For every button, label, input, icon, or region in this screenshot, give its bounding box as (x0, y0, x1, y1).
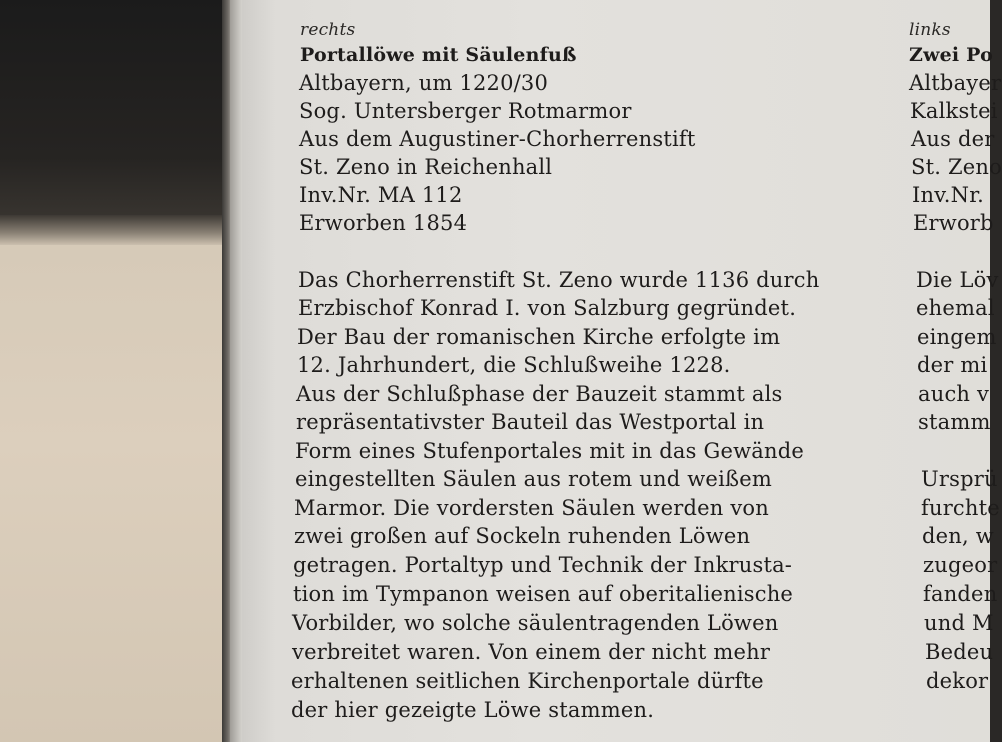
meta-line: Erworben 1854 (299, 211, 468, 235)
body-line: Ursprü (921, 467, 998, 491)
meta-line: Altbayern, um 1220/30 (299, 71, 549, 95)
body-line: Bedeu (925, 640, 994, 664)
body-line: verbreitet waren. Von einem der nicht mehr (292, 640, 771, 664)
body-line: stamm (918, 410, 991, 434)
body-line: Form eines Stufenportales mit in das Gewände (295, 439, 804, 463)
body-line: Vorbilder, wo solche säulentragenden Löwen (292, 611, 779, 635)
body-line: tion im Tympanon weisen auf oberitalienische (293, 582, 794, 606)
meta-line: Inv.Nr. (912, 183, 985, 207)
body-line: Das Chorherrenstift St. Zeno wurde 1136 durch (298, 268, 820, 292)
body-line: Der Bau der romanischen Kirche erfolgte im (297, 325, 781, 349)
body-line: 12. Jahrhundert, die Schlußweihe 1228. (297, 353, 731, 377)
meta-line: St. Zeno in Reichenhall (299, 155, 553, 179)
body-line: und M (924, 611, 994, 635)
body-line: eingestellten Säulen aus rotem und weißem (295, 467, 772, 491)
meta-line: Kalkstei (910, 99, 998, 123)
position-label-right: links (909, 20, 951, 40)
body-line: erhaltenen seitlichen Kirchenportale dürfte (291, 669, 764, 693)
meta-line: Aus der (911, 127, 995, 151)
meta-line: Aus dem Augustiner-Chorherrenstift (299, 127, 696, 151)
body-line: Die Löv (916, 268, 999, 292)
meta-line: Sog. Untersberger Rotmarmor (299, 99, 632, 123)
meta-line: St. Zeno (911, 155, 1002, 179)
meta-line: Inv.Nr. MA 112 (299, 183, 463, 207)
dark-wall-background (0, 0, 240, 225)
body-line: ehemal (916, 296, 995, 320)
body-line: furchte (921, 496, 1000, 520)
body-line: dekor (926, 669, 989, 693)
object-title-right: Zwei Po (909, 44, 993, 66)
body-line: Erzbischof Konrad I. von Salzburg gegründet. (298, 296, 797, 320)
meta-line: Erworb (913, 211, 994, 235)
meta-line: Altbayer (909, 71, 1002, 95)
panel-edge (230, 0, 242, 742)
body-line: Aus der Schlußphase der Bauzeit stammt als (296, 382, 783, 406)
body-line: der hier gezeigte Löwe stammen. (291, 698, 655, 722)
object-title-left: Portallöwe mit Säulenfuß (300, 44, 577, 66)
body-line: zwei großen auf Sockeln ruhenden Löwen (294, 524, 751, 548)
body-line: Marmor. Die vordersten Säulen werden von (294, 496, 769, 520)
wall-ledge (0, 215, 240, 245)
body-line: fanden (923, 582, 998, 606)
body-line: repräsentativster Bauteil das Westportal in (296, 410, 765, 434)
position-label-left: rechts (300, 20, 356, 40)
body-line: getragen. Portaltyp und Technik der Inkrusta- (293, 553, 793, 577)
body-line: zugeor (923, 553, 998, 577)
body-line: auch v (918, 382, 990, 406)
body-line: den, w (922, 524, 994, 548)
body-line: der mi (917, 353, 988, 377)
beige-wall-background (0, 245, 240, 742)
body-line: eingem (917, 325, 997, 349)
